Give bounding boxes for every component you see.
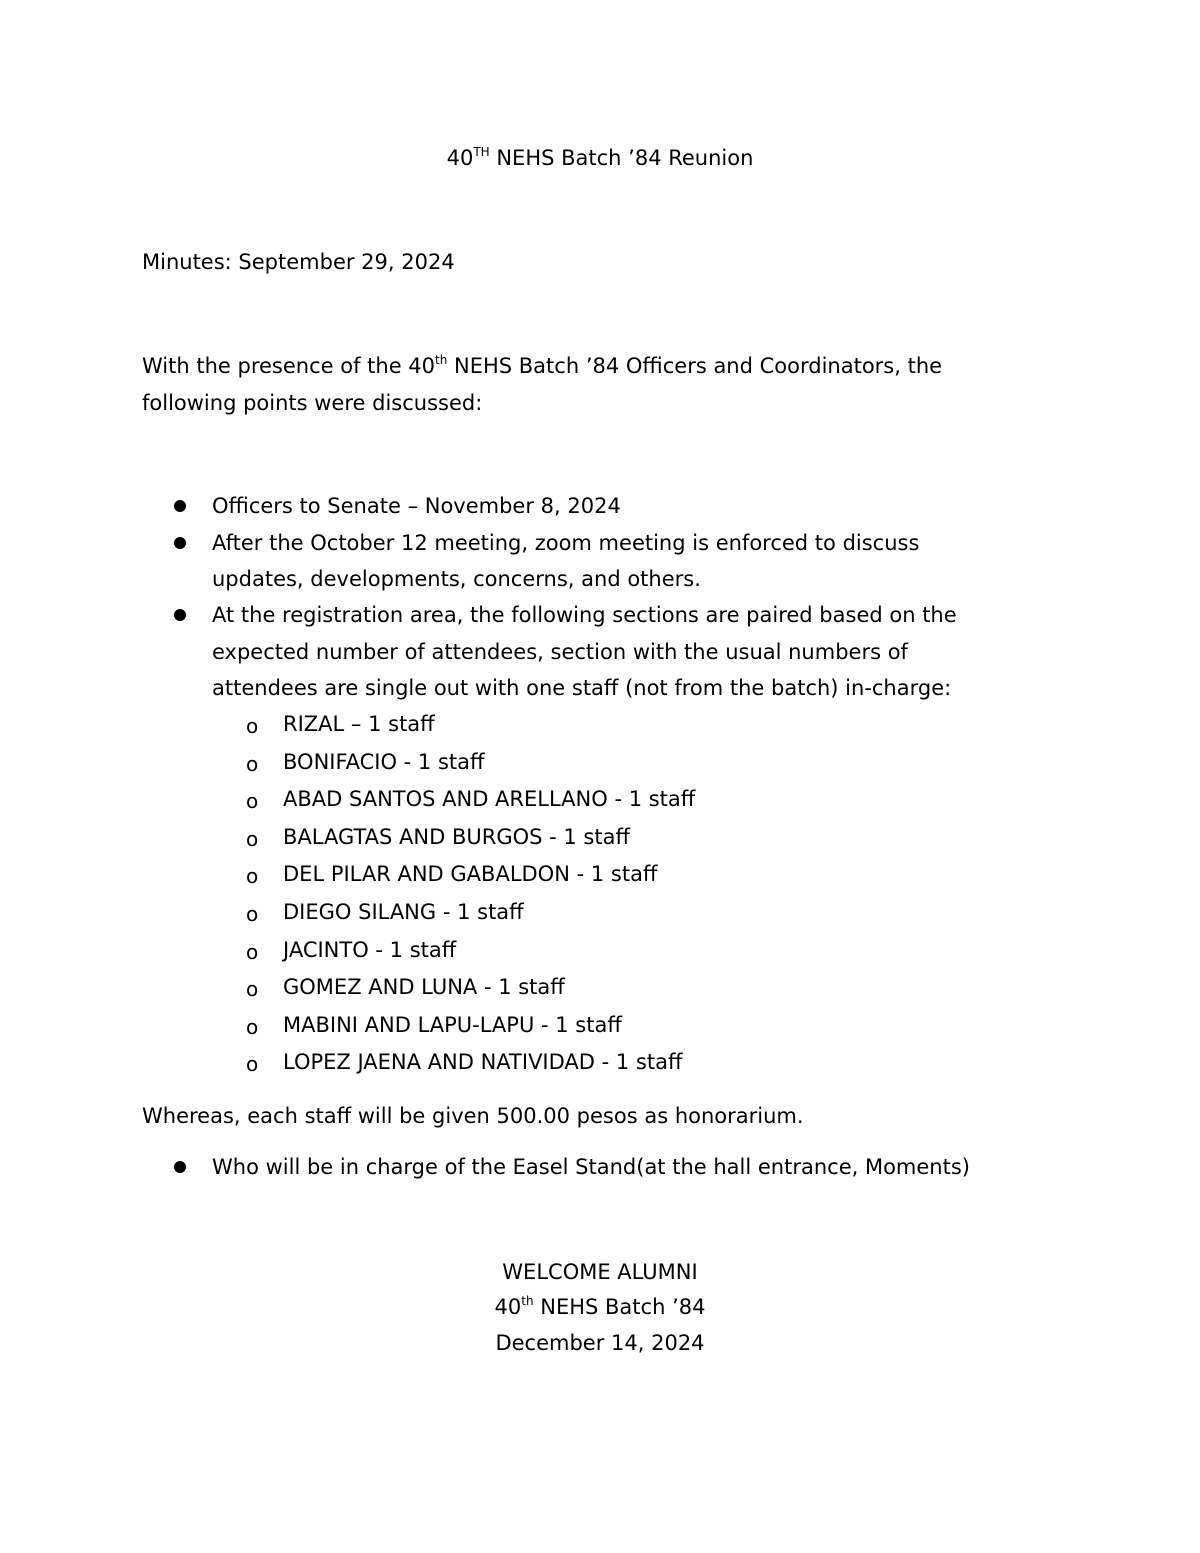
- section-item: ABAD SANTOS AND ARELLANO - 1 staff: [283, 787, 696, 811]
- section-item: JACINTO - 1 staff: [283, 938, 457, 962]
- closing-date: December 14, 2024: [495, 1331, 705, 1355]
- sub-bullet-marker: o: [246, 1052, 259, 1076]
- sub-bullet-marker: o: [246, 789, 259, 813]
- bullet-item-2-line-1: After the October 12 meeting, zoom meeting is enforced to discuss: [212, 531, 920, 555]
- sub-bullet-marker: o: [246, 714, 259, 738]
- sub-bullet-marker: o: [246, 864, 259, 888]
- bullet-marker: [174, 1161, 186, 1173]
- bullet-item-3-line-1: At the registration area, the following sections are paired based on the: [212, 603, 957, 627]
- section-item: BALAGTAS AND BURGOS - 1 staff: [283, 825, 630, 849]
- section-item: GOMEZ AND LUNA - 1 staff: [283, 975, 565, 999]
- sub-bullet-marker: o: [246, 940, 259, 964]
- bullet-marker: [174, 537, 186, 549]
- sub-bullet-marker: o: [246, 902, 259, 926]
- section-item: RIZAL – 1 staff: [283, 712, 435, 736]
- bullet-marker: [174, 500, 186, 512]
- sub-bullet-marker: o: [246, 1015, 259, 1039]
- sub-bullet-marker: o: [246, 827, 259, 851]
- section-item: LOPEZ JAENA AND NATIVIDAD - 1 staff: [283, 1050, 683, 1074]
- bullet-marker: [174, 609, 186, 621]
- intro-line-1: With the presence of the 40th NEHS Batch ’84 Officers and Coordinators, the: [142, 353, 943, 378]
- section-item: MABINI AND LAPU-LAPU - 1 staff: [283, 1013, 622, 1037]
- intro-line-2: following points were discussed:: [142, 391, 483, 415]
- section-item: DIEGO SILANG - 1 staff: [283, 900, 524, 924]
- closing-batch: 40th NEHS Batch ’84: [494, 1294, 706, 1319]
- section-item: DEL PILAR AND GABALDON - 1 staff: [283, 862, 658, 886]
- section-item: BONIFACIO - 1 staff: [283, 750, 485, 774]
- bullet-item-last: Who will be in charge of the Easel Stand(at the hall entrance, Moments): [212, 1155, 970, 1179]
- bullet-item-3-line-2: expected number of attendees, section with the usual numbers of: [212, 640, 908, 664]
- bullet-item-3-line-3: attendees are single out with one staff (not from the batch) in-charge:: [212, 676, 952, 700]
- document-title: 40TH NEHS Batch ’84 Reunion: [446, 145, 754, 170]
- bullet-item-2-line-2: updates, developments, concerns, and others.: [212, 567, 701, 591]
- closing-welcome: WELCOME ALUMNI: [502, 1260, 698, 1284]
- sub-bullet-marker: o: [246, 977, 259, 1001]
- whereas-paragraph: Whereas, each staff will be given 500.00 pesos as honorarium.: [142, 1104, 804, 1128]
- minutes-date: Minutes: September 29, 2024: [142, 250, 455, 274]
- bullet-item-1: Officers to Senate – November 8, 2024: [212, 494, 621, 518]
- sub-bullet-marker: o: [246, 752, 259, 776]
